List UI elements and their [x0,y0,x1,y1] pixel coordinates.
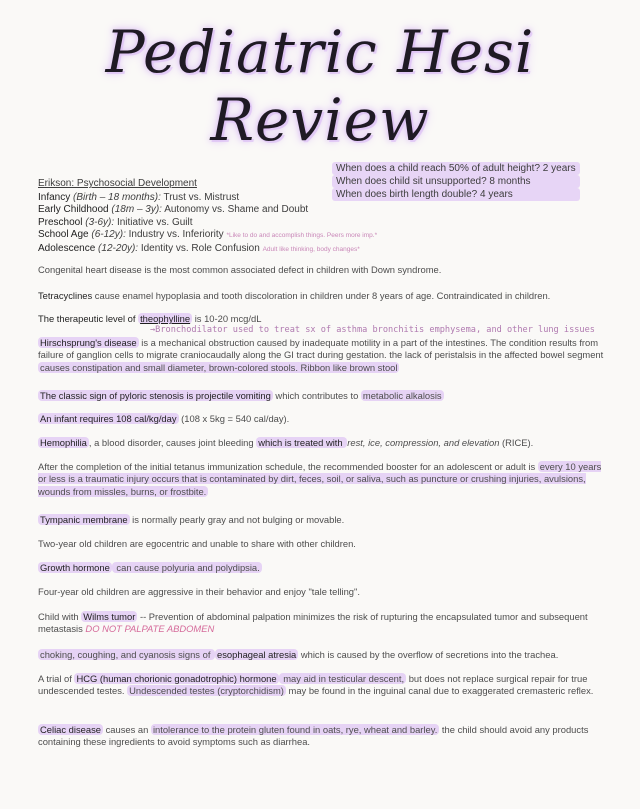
fact-paragraph: After the completion of the initial tetanus immunization schedule, the recommended booster for an adolescent or adult is every 10 years or less is a traumatic injury occurs that is contaminated by dirt, feces, soil, or saliva, such as puncture or crushing injuries, avulsions, wounds from missles, burns, or frostbite. [38,461,602,497]
fact-paragraph: Hemophilia , a blood disorder, causes joint bleeding which is treated with rest, ice, compression, and elevation (RICE). [40,437,534,448]
erikson-heading: Erikson: Psychosocial Development [38,178,197,189]
fact-paragraph: Four-year old children are aggressive in their behavior and enjoy "tale telling". [38,586,360,597]
handwritten-note: →Bronchodilator used to treat sx of asthma bronchitis emphysema, and other lung issues [150,325,595,335]
fact-paragraph: The classic sign of pyloric stenosis is projectile vomiting which contributes to metabolic alkalosis [40,390,442,401]
erikson-stage: Preschool (3-6y): Initiative vs. Guilt [38,216,193,228]
fact-paragraph: Hirschsprung's disease is a mechanical obstruction caused by inadequate motility in a part of the intestines. The condition results from failure of ganglion cells to migrate craniocaudally along the GI tract during gestation. the lack of peristalsis in the affected bowel segment causes constipation and small diameter, brown-colored stools. Ribbon like brown stool [38,337,604,373]
fact-paragraph: The therapeutic level of theophylline is 10-20 mcg/dL [38,313,262,324]
fact-paragraph: Celiac disease causes an intolerance to the protein gluten found in oats, rye, wheat and barley. the child should avoid any products containing these ingredients to avoid symptoms such as diarrhea. [38,724,589,748]
fact-paragraph: Child with Wilms tumor -- Prevention of abdominal palpation minimizes the risk of rupturing the encapsulated tumor and subsequent metastasis DO NOT PALPATE ABDOMEN [38,611,588,635]
fact-paragraph: Two-year old children are egocentric and unable to share with other children. [38,538,356,549]
fact-paragraph: An infant requires 108 cal/kg/day (108 x 5kg = 540 cal/day). [40,413,290,424]
erikson-stage: Infancy (Birth – 18 months): Trust vs. Mistrust [38,191,240,203]
fact-paragraph: Congenital heart disease is the most common associated defect in children with Down syndrome. [38,264,442,275]
fact-paragraph: Tympanic membrane is normally pearly gray and not bulging or movable. [40,514,345,525]
question-item: When does a child reach 50% of adult height? 2 years [332,162,580,175]
erikson-stage: Early Childhood (18m – 3y): Autonomy vs. Shame and Doubt [38,204,309,215]
question-item: When does child sit unsupported? 8 months [332,175,580,188]
fact-paragraph: Growth hormone can cause polyuria and polydipsia. [40,562,260,573]
erikson-stage: School Age (6-12y): Industry vs. Inferiority *Like to do and accomplish things. Peers more imp.* [38,229,378,240]
erikson-stage: Adolescence (12-20y): Identity vs. Role Confusion Adult like thinking, body changes* [38,242,360,254]
erikson-section [38,178,418,256]
fact-paragraph: choking, coughing, and cyanosis signs of esophageal atresia which is caused by the overflow of secretions into the trachea. [40,649,559,660]
page-title: Pediatric Hesi Review [105,18,535,154]
fact-paragraph: Tetracyclines cause enamel hypoplasia and tooth discoloration in children under 8 years of age. Contraindicated in children. [38,290,551,301]
question-item: When does birth length double? 4 years [332,188,580,201]
fact-paragraph: A trial of HCG (human chorionic gonadotrophic) hormone may aid in testicular descent, but does not replace surgical repair for true undescended testes. Undescended testes (cryptorchidism) may be found in the inguinal canal due to exaggerated cremasteric reflex. [38,673,594,697]
